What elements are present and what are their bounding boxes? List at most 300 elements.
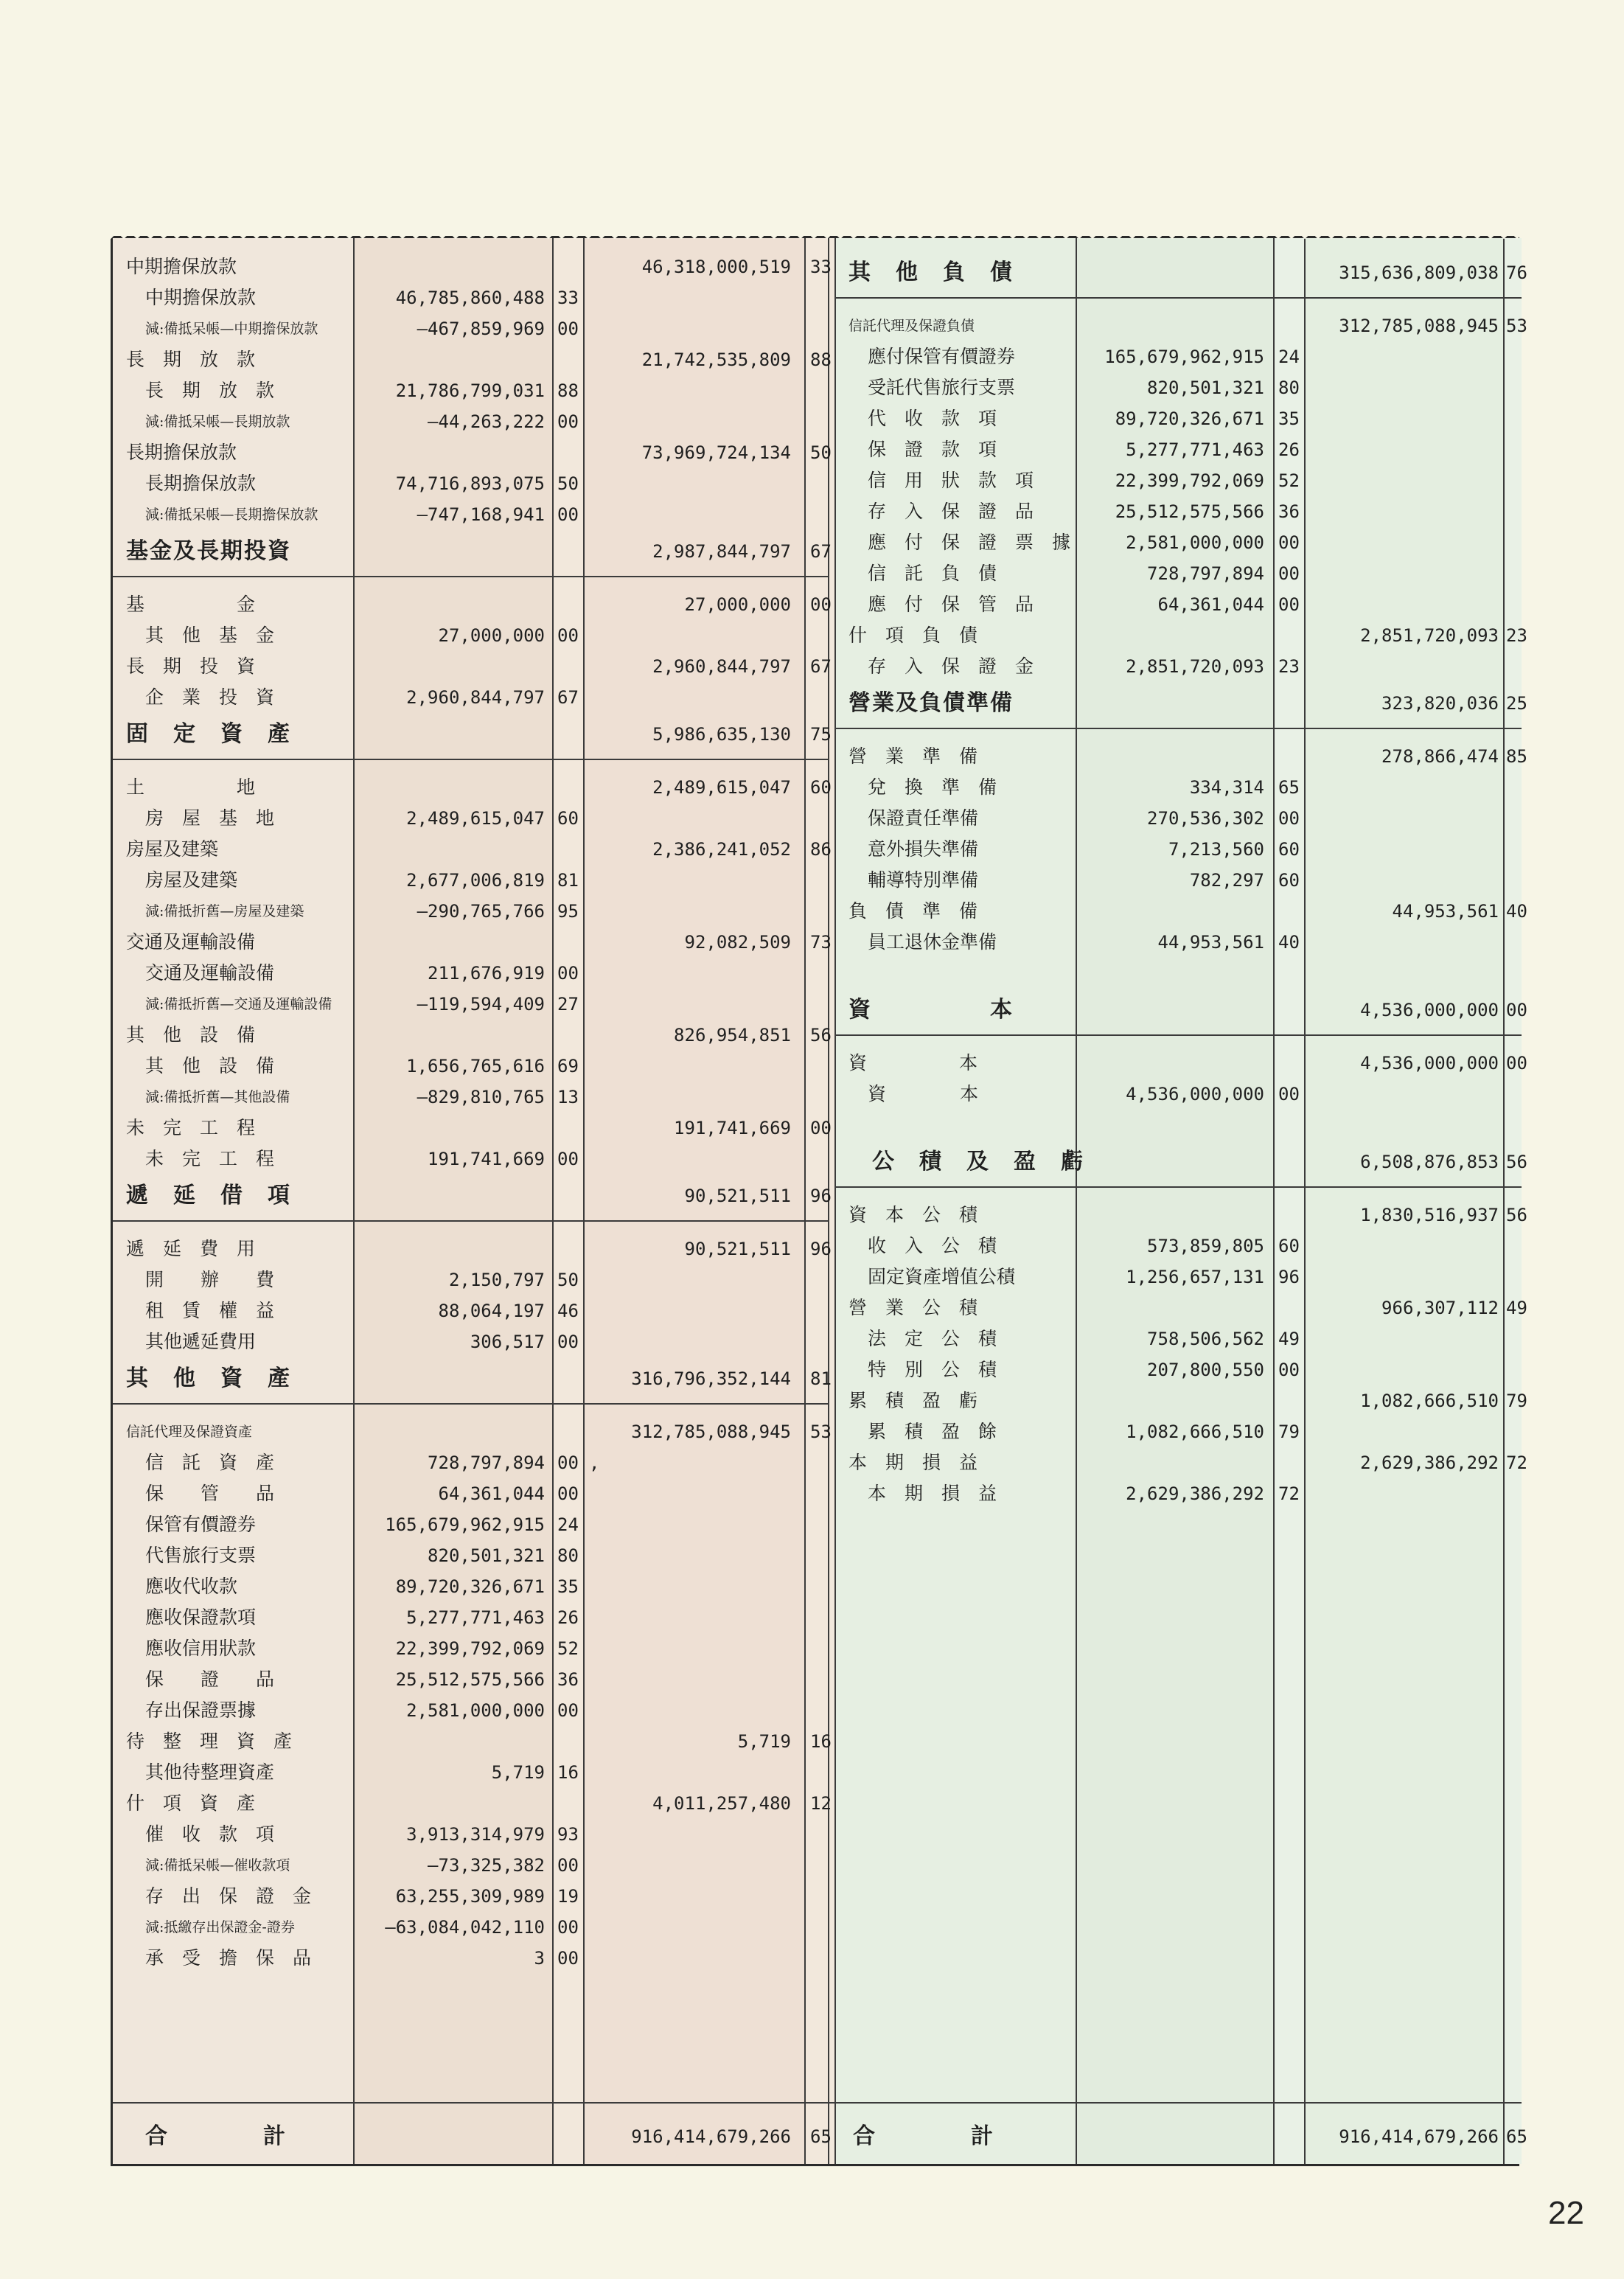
account-row — [113, 1416, 832, 1447]
sub-amount: 782,297 — [1189, 870, 1264, 891]
account-name: 應 付 保 證 票 據 — [868, 532, 1071, 553]
total-cents: 79 — [1506, 1391, 1527, 1411]
account-name: 信託代理及保證負債 — [848, 318, 975, 334]
account-row — [835, 834, 1522, 865]
total-amount: 2,960,844,797 — [652, 656, 791, 677]
sub-cents: 60 — [1278, 839, 1300, 860]
account-name: 企 業 投 資 — [145, 686, 275, 708]
total-amount: 4,536,000,000 — [1360, 1000, 1499, 1020]
account-name: 其 他 資 產 — [126, 1365, 291, 1391]
account-name: 營 業 公 積 — [848, 1297, 978, 1318]
sub-cents: 50 — [557, 1270, 579, 1290]
total-amount: 5,986,635,130 — [652, 724, 791, 745]
account-row — [113, 1447, 828, 1478]
total-cents: 67 — [810, 656, 832, 677]
sub-amount: 2,629,386,292 — [1126, 1483, 1264, 1504]
sub-amount: —747,168,941 — [417, 504, 545, 525]
account-name: 減:備抵呆帳—催收款項 — [145, 1857, 290, 1873]
account-row — [113, 927, 832, 958]
sub-amount: 334,314 — [1189, 777, 1264, 798]
account-name: 遞 延 費 用 — [126, 1238, 256, 1259]
sub-amount: 211,676,919 — [428, 963, 545, 984]
sub-cents: 00 — [557, 319, 579, 339]
account-name: 長 期 放 款 — [126, 349, 256, 370]
total-amount: 278,866,474 — [1381, 746, 1499, 767]
account-name: 什 項 資 產 — [126, 1792, 256, 1814]
total-cents: 81 — [810, 1368, 832, 1389]
account-row — [835, 372, 1522, 403]
total-amount: 966,307,112 — [1381, 1298, 1499, 1318]
total-amount: 826,954,851 — [674, 1025, 791, 1045]
account-row — [113, 375, 828, 406]
sub-cents: 52 — [1278, 470, 1300, 491]
sub-amount: 573,859,805 — [1147, 1236, 1264, 1256]
account-row — [835, 1323, 1522, 1354]
total-cents: 56 — [810, 1025, 832, 1045]
total-amount: 2,489,615,047 — [652, 777, 791, 798]
total-cents: 00 — [810, 594, 832, 615]
sub-amount: 1,082,666,510 — [1126, 1422, 1264, 1442]
total-amount: 191,741,669 — [674, 1118, 791, 1138]
total-cents: 96 — [810, 1239, 832, 1259]
sub-cents: 60 — [1278, 870, 1300, 891]
account-row — [113, 803, 828, 834]
sub-cents: 93 — [557, 1824, 579, 1845]
sub-amount: 820,501,321 — [428, 1545, 545, 1566]
sub-cents: 88 — [557, 380, 579, 401]
section-row — [835, 251, 1527, 294]
total-amount: 92,082,509 — [684, 932, 791, 953]
sub-cents: 69 — [557, 1056, 579, 1076]
account-name: 長 期 投 資 — [126, 655, 256, 677]
total-amount: 315,636,809,038 — [1339, 262, 1499, 283]
sub-amount: 88,064,197 — [438, 1301, 545, 1321]
account-row — [113, 1695, 828, 1726]
account-name: 什 項 負 債 — [848, 624, 978, 646]
sub-amount: 1,656,765,616 — [406, 1056, 545, 1076]
sub-amount: 46,785,860,488 — [395, 288, 545, 308]
account-name: 未 完 工 程 — [145, 1148, 275, 1169]
account-name: 固定資產增值公積 — [868, 1266, 1016, 1287]
account-name: 減:備抵折舊—房屋及建築 — [145, 903, 304, 919]
account-name: 輔導特別準備 — [868, 869, 979, 891]
sub-amount: 22,399,792,069 — [1115, 470, 1264, 491]
total-amount: 6,508,876,853 — [1360, 1152, 1499, 1172]
sub-cents: 50 — [557, 473, 579, 494]
total-cents: 88 — [810, 349, 832, 370]
account-row — [113, 1295, 828, 1326]
sub-amount: 63,255,309,989 — [395, 1886, 545, 1907]
sub-cents: 60 — [1278, 1236, 1300, 1256]
account-name: 保管有價證券 — [145, 1514, 257, 1535]
sub-amount: 2,489,615,047 — [406, 808, 545, 829]
total-cents: 50 — [810, 442, 832, 463]
sub-amount: 25,512,575,566 — [395, 1669, 545, 1690]
account-row — [835, 803, 1522, 834]
account-name: 長期擔保放款 — [126, 442, 237, 463]
account-name: 土 地 — [126, 776, 256, 798]
sub-cents: 00 — [1278, 532, 1300, 553]
sub-amount: —829,810,765 — [417, 1087, 545, 1107]
total-amount: 73,969,724,134 — [641, 442, 791, 463]
total-amount: 316,796,352,144 — [631, 1368, 791, 1389]
sub-cents: 96 — [1278, 1267, 1300, 1287]
section-row — [113, 1175, 832, 1217]
account-row — [113, 1602, 828, 1633]
sub-amount: 2,851,720,093 — [1126, 656, 1264, 677]
account-row — [113, 682, 828, 713]
account-row — [113, 406, 828, 437]
account-name: 本 期 損 益 — [868, 1483, 997, 1504]
account-name: 房屋及建築 — [126, 838, 219, 860]
section-row — [835, 989, 1527, 1031]
account-row — [113, 1850, 828, 1881]
account-row — [113, 1757, 828, 1788]
total-cents: 73 — [810, 932, 832, 953]
balance-sheet-table — [111, 236, 1527, 2166]
account-name: 固 定 資 產 — [126, 721, 291, 747]
account-row — [835, 1292, 1527, 1323]
sub-amount: —119,594,409 — [417, 994, 545, 1015]
account-name: 資 本 — [848, 997, 1014, 1023]
total-amount: 2,987,844,797 — [652, 541, 791, 562]
sub-cents: 60 — [557, 808, 579, 829]
account-name: 代售旅行支票 — [145, 1545, 257, 1566]
account-name: 信 用 狀 款 項 — [868, 470, 1034, 491]
sub-amount: 2,960,844,797 — [406, 687, 545, 708]
section-row — [835, 1141, 1527, 1183]
sub-cents: 00 — [557, 1700, 579, 1721]
sub-cents: 49 — [1278, 1329, 1300, 1349]
total-amount: 312,785,088,945 — [631, 1422, 791, 1442]
sub-amount: 2,150,797 — [448, 1270, 545, 1290]
account-name: 應收代收款 — [145, 1576, 238, 1597]
total-amount: 2,851,720,093 — [1360, 625, 1499, 646]
account-name: 其他待整理資產 — [145, 1761, 275, 1783]
sub-amount: 2,581,000,000 — [1126, 532, 1264, 553]
sub-cents: 00 — [557, 1483, 579, 1504]
total-amount: 27,000,000 — [684, 594, 791, 615]
total-cents: 86 — [810, 839, 832, 860]
account-row — [835, 1385, 1527, 1416]
sub-amount: 191,741,669 — [428, 1149, 545, 1169]
sub-cents: 80 — [557, 1545, 579, 1566]
account-name: 其 他 負 債 — [848, 260, 1014, 285]
account-row — [835, 403, 1522, 434]
sub-cents: 33 — [557, 288, 579, 308]
sub-cents: 26 — [1278, 439, 1300, 460]
sub-cents: 72 — [1278, 1483, 1300, 1504]
account-row — [835, 310, 1527, 341]
account-name: 信 託 負 債 — [868, 563, 997, 584]
account-row — [835, 589, 1522, 620]
account-row — [835, 651, 1522, 682]
account-name: 意外損失準備 — [868, 838, 979, 860]
account-row — [113, 1264, 828, 1295]
account-row — [113, 1082, 828, 1113]
account-name: 保 證 款 項 — [868, 439, 997, 460]
sub-amount: 64,361,044 — [438, 1483, 545, 1504]
account-row — [113, 1943, 828, 1974]
account-name: 特 別 公 積 — [868, 1359, 997, 1380]
total-value: 916,414,679,266 — [631, 2126, 791, 2147]
sub-amount: 27,000,000 — [438, 625, 545, 646]
total-cents: 72 — [1506, 1452, 1527, 1473]
sub-amount: —73,325,382 — [428, 1855, 545, 1876]
account-name: 其 他 設 備 — [126, 1024, 256, 1045]
account-row — [113, 620, 828, 651]
account-row — [113, 1326, 828, 1357]
account-name: 交通及運輸設備 — [126, 931, 256, 953]
account-name: 基金及長期投資 — [126, 538, 291, 564]
account-row — [113, 1881, 828, 1912]
account-name: 代 收 款 項 — [868, 408, 997, 429]
sub-cents: 36 — [557, 1669, 579, 1690]
account-row — [113, 1912, 828, 1943]
account-name: 中期擔保放款 — [126, 256, 237, 277]
total-label: 合 計 — [853, 2123, 994, 2149]
total-cents: 65 — [1506, 2126, 1527, 2147]
account-row — [113, 865, 828, 896]
total-amount: 4,011,257,480 — [652, 1793, 791, 1814]
sub-cents: 13 — [557, 1087, 579, 1107]
account-name: 其他遞延費用 — [145, 1331, 257, 1352]
sub-cents: 67 — [557, 687, 579, 708]
account-name: 中期擔保放款 — [145, 287, 257, 308]
sub-amount: 165,679,962,915 — [385, 1514, 545, 1535]
account-row — [835, 741, 1527, 772]
account-name: 資 本 公 積 — [848, 1204, 978, 1225]
total-cents: 23 — [1506, 625, 1527, 646]
total-amount: 2,629,386,292 — [1360, 1452, 1499, 1473]
account-name: 減:備抵折舊—其他設備 — [145, 1089, 290, 1105]
account-row — [113, 437, 832, 468]
account-name: 收 入 公 積 — [868, 1235, 997, 1256]
sub-amount: 820,501,321 — [1147, 377, 1264, 398]
total-amount: 312,785,088,945 — [1339, 316, 1499, 336]
sub-cents: 00 — [1278, 1360, 1300, 1380]
sub-cents: 46 — [557, 1301, 579, 1321]
sub-cents: 24 — [557, 1514, 579, 1535]
total-amount: 1,830,516,937 — [1360, 1205, 1499, 1225]
account-row — [113, 589, 832, 620]
account-row — [835, 1110, 1522, 1141]
sub-cents: 81 — [557, 870, 579, 891]
sub-cents: 00 — [557, 1452, 579, 1473]
sub-cents: 00 — [1278, 1084, 1300, 1104]
account-name: 長 期 放 款 — [145, 380, 275, 401]
account-name: 長期擔保放款 — [145, 473, 257, 494]
total-cents: 53 — [810, 1422, 832, 1442]
sub-amount: 22,399,792,069 — [395, 1638, 545, 1659]
total-amount: 5,719 — [737, 1731, 791, 1752]
sub-amount: 5,277,771,463 — [406, 1607, 545, 1628]
total-amount: , — [589, 1452, 600, 1473]
sub-amount: 44,953,561 — [1157, 932, 1264, 953]
sub-amount: —467,859,969 — [417, 319, 545, 339]
account-name: 應 付 保 管 品 — [868, 594, 1034, 615]
sub-cents: 27 — [557, 994, 579, 1015]
account-name: 未 完 工 程 — [126, 1117, 256, 1138]
assets-total-row — [113, 2118, 832, 2155]
account-row — [113, 896, 828, 927]
account-row — [835, 341, 1522, 372]
sub-cents: 00 — [557, 1332, 579, 1352]
sub-cents: 80 — [1278, 377, 1300, 398]
account-name: 其 他 基 金 — [145, 624, 275, 646]
account-row — [113, 1819, 828, 1850]
account-row — [113, 1788, 832, 1819]
account-name: 減:備抵呆帳—中期擔保放款 — [145, 321, 318, 337]
account-row — [113, 651, 832, 682]
account-row — [113, 1571, 828, 1602]
account-name: 租 賃 權 益 — [145, 1300, 275, 1321]
account-name: 累 積 盈 餘 — [868, 1421, 997, 1442]
account-row — [113, 1726, 832, 1757]
account-name: 房 屋 基 地 — [145, 807, 275, 829]
sub-amount: 270,536,302 — [1147, 808, 1264, 829]
account-name: 兌 換 準 備 — [868, 776, 997, 798]
account-row — [113, 1478, 828, 1509]
account-row — [835, 1262, 1522, 1292]
account-name: 減:備抵折舊—交通及運輸設備 — [145, 996, 332, 1012]
total-cents: 33 — [810, 257, 832, 277]
sub-amount: 4,536,000,000 — [1126, 1084, 1264, 1104]
account-row — [835, 958, 1522, 989]
sub-cents: 36 — [1278, 501, 1300, 522]
account-name: 存出保證票據 — [145, 1699, 257, 1721]
account-name: 減:備抵呆帳—長期擔保放款 — [145, 507, 318, 523]
account-row — [113, 1051, 828, 1082]
account-name: 基 金 — [126, 594, 256, 615]
sub-cents: 23 — [1278, 656, 1300, 677]
account-row — [113, 251, 832, 282]
account-name: 開 辦 費 — [145, 1269, 275, 1290]
account-row — [835, 1079, 1522, 1110]
sub-amount: 21,786,799,031 — [395, 380, 545, 401]
account-name: 信託代理及保證資產 — [126, 1424, 253, 1440]
account-name: 房屋及建築 — [145, 869, 238, 891]
account-row — [113, 958, 828, 989]
sub-cents: 00 — [557, 625, 579, 646]
section-row — [835, 682, 1527, 725]
section-row — [113, 530, 832, 573]
sub-cents: 00 — [557, 504, 579, 525]
account-row — [835, 1200, 1527, 1231]
account-row — [835, 1416, 1522, 1447]
total-amount: 2,386,241,052 — [652, 839, 791, 860]
account-row — [113, 1144, 828, 1175]
sub-amount: 7,213,560 — [1168, 839, 1264, 860]
sub-amount: —44,263,222 — [428, 411, 545, 432]
sub-amount: —290,765,766 — [417, 901, 545, 922]
liabilities-total-row — [835, 2118, 1527, 2155]
account-row — [113, 344, 832, 375]
account-row — [113, 989, 828, 1020]
sub-cents: 00 — [557, 411, 579, 432]
sub-cents: 79 — [1278, 1422, 1300, 1442]
sub-amount: 74,716,893,075 — [395, 473, 545, 494]
sub-amount: 2,581,000,000 — [406, 1700, 545, 1721]
account-row — [113, 834, 832, 865]
account-row — [113, 313, 828, 344]
account-name: 減:抵繳存出保證金-證券 — [145, 1919, 295, 1935]
sub-cents: 19 — [557, 1886, 579, 1907]
sub-amount: 89,720,326,671 — [395, 1576, 545, 1597]
total-value: 916,414,679,266 — [1339, 2126, 1499, 2147]
total-cents: 53 — [1506, 316, 1527, 336]
account-name: 減:備抵呆帳—長期放款 — [145, 414, 290, 430]
sub-amount: 1,256,657,131 — [1126, 1267, 1264, 1287]
sub-cents: 00 — [1278, 563, 1300, 584]
account-name: 營 業 準 備 — [848, 745, 978, 767]
sub-cents: 00 — [557, 963, 579, 984]
account-row — [835, 896, 1527, 927]
sub-cents: 00 — [557, 1855, 579, 1876]
account-row — [835, 865, 1522, 896]
account-row — [113, 1540, 828, 1571]
sub-amount: 306,517 — [470, 1332, 545, 1352]
account-row — [835, 927, 1522, 958]
sub-cents: 00 — [557, 1149, 579, 1169]
total-cents: 12 — [810, 1793, 832, 1814]
total-cents: 00 — [1506, 1053, 1527, 1074]
account-row — [835, 620, 1527, 651]
account-name: 應付保管有價證券 — [868, 346, 1016, 367]
sub-amount: —63,084,042,110 — [385, 1917, 545, 1938]
account-name: 受託代售旅行支票 — [868, 377, 1016, 398]
sub-cents: 24 — [1278, 347, 1300, 367]
total-label: 合 計 — [145, 2123, 287, 2149]
total-cents: 65 — [810, 2126, 832, 2147]
total-amount: 21,742,535,809 — [641, 349, 791, 370]
sub-amount: 728,797,894 — [1147, 563, 1264, 584]
torn-top-edge — [111, 226, 1519, 239]
account-name: 承 受 擔 保 品 — [145, 1947, 312, 1969]
account-row — [113, 1113, 832, 1144]
account-name: 營業及負債準備 — [848, 690, 1014, 716]
account-row — [835, 1048, 1527, 1079]
account-row — [835, 527, 1522, 558]
account-name: 資 本 — [848, 1052, 978, 1074]
account-name: 應收保證款項 — [145, 1607, 257, 1628]
account-name: 存 出 保 證 金 — [145, 1885, 312, 1907]
total-cents: 60 — [810, 777, 832, 798]
total-cents: 40 — [1506, 901, 1527, 922]
account-row — [835, 1231, 1522, 1262]
account-row — [835, 1478, 1522, 1509]
account-row — [835, 465, 1522, 496]
account-name: 公 積 及 盈 虧 — [872, 1149, 1084, 1175]
sub-amount: 728,797,894 — [428, 1452, 545, 1473]
total-cents: 96 — [810, 1186, 832, 1206]
account-row — [113, 772, 832, 803]
account-row — [113, 1509, 828, 1540]
total-amount: 90,521,511 — [684, 1239, 791, 1259]
sub-cents: 00 — [1278, 808, 1300, 829]
account-name: 保 證 品 — [145, 1669, 275, 1690]
total-amount: 44,953,561 — [1392, 901, 1499, 922]
sub-cents: 00 — [557, 1917, 579, 1938]
account-row — [113, 499, 828, 530]
sub-amount: 64,361,044 — [1157, 594, 1264, 615]
sub-amount: 165,679,962,915 — [1104, 347, 1264, 367]
total-cents: 56 — [1506, 1205, 1527, 1225]
sub-cents: 16 — [557, 1762, 579, 1783]
total-amount: 323,820,036 — [1381, 693, 1499, 714]
account-name: 累 積 盈 虧 — [848, 1390, 978, 1411]
account-name: 保證責任準備 — [868, 807, 979, 829]
